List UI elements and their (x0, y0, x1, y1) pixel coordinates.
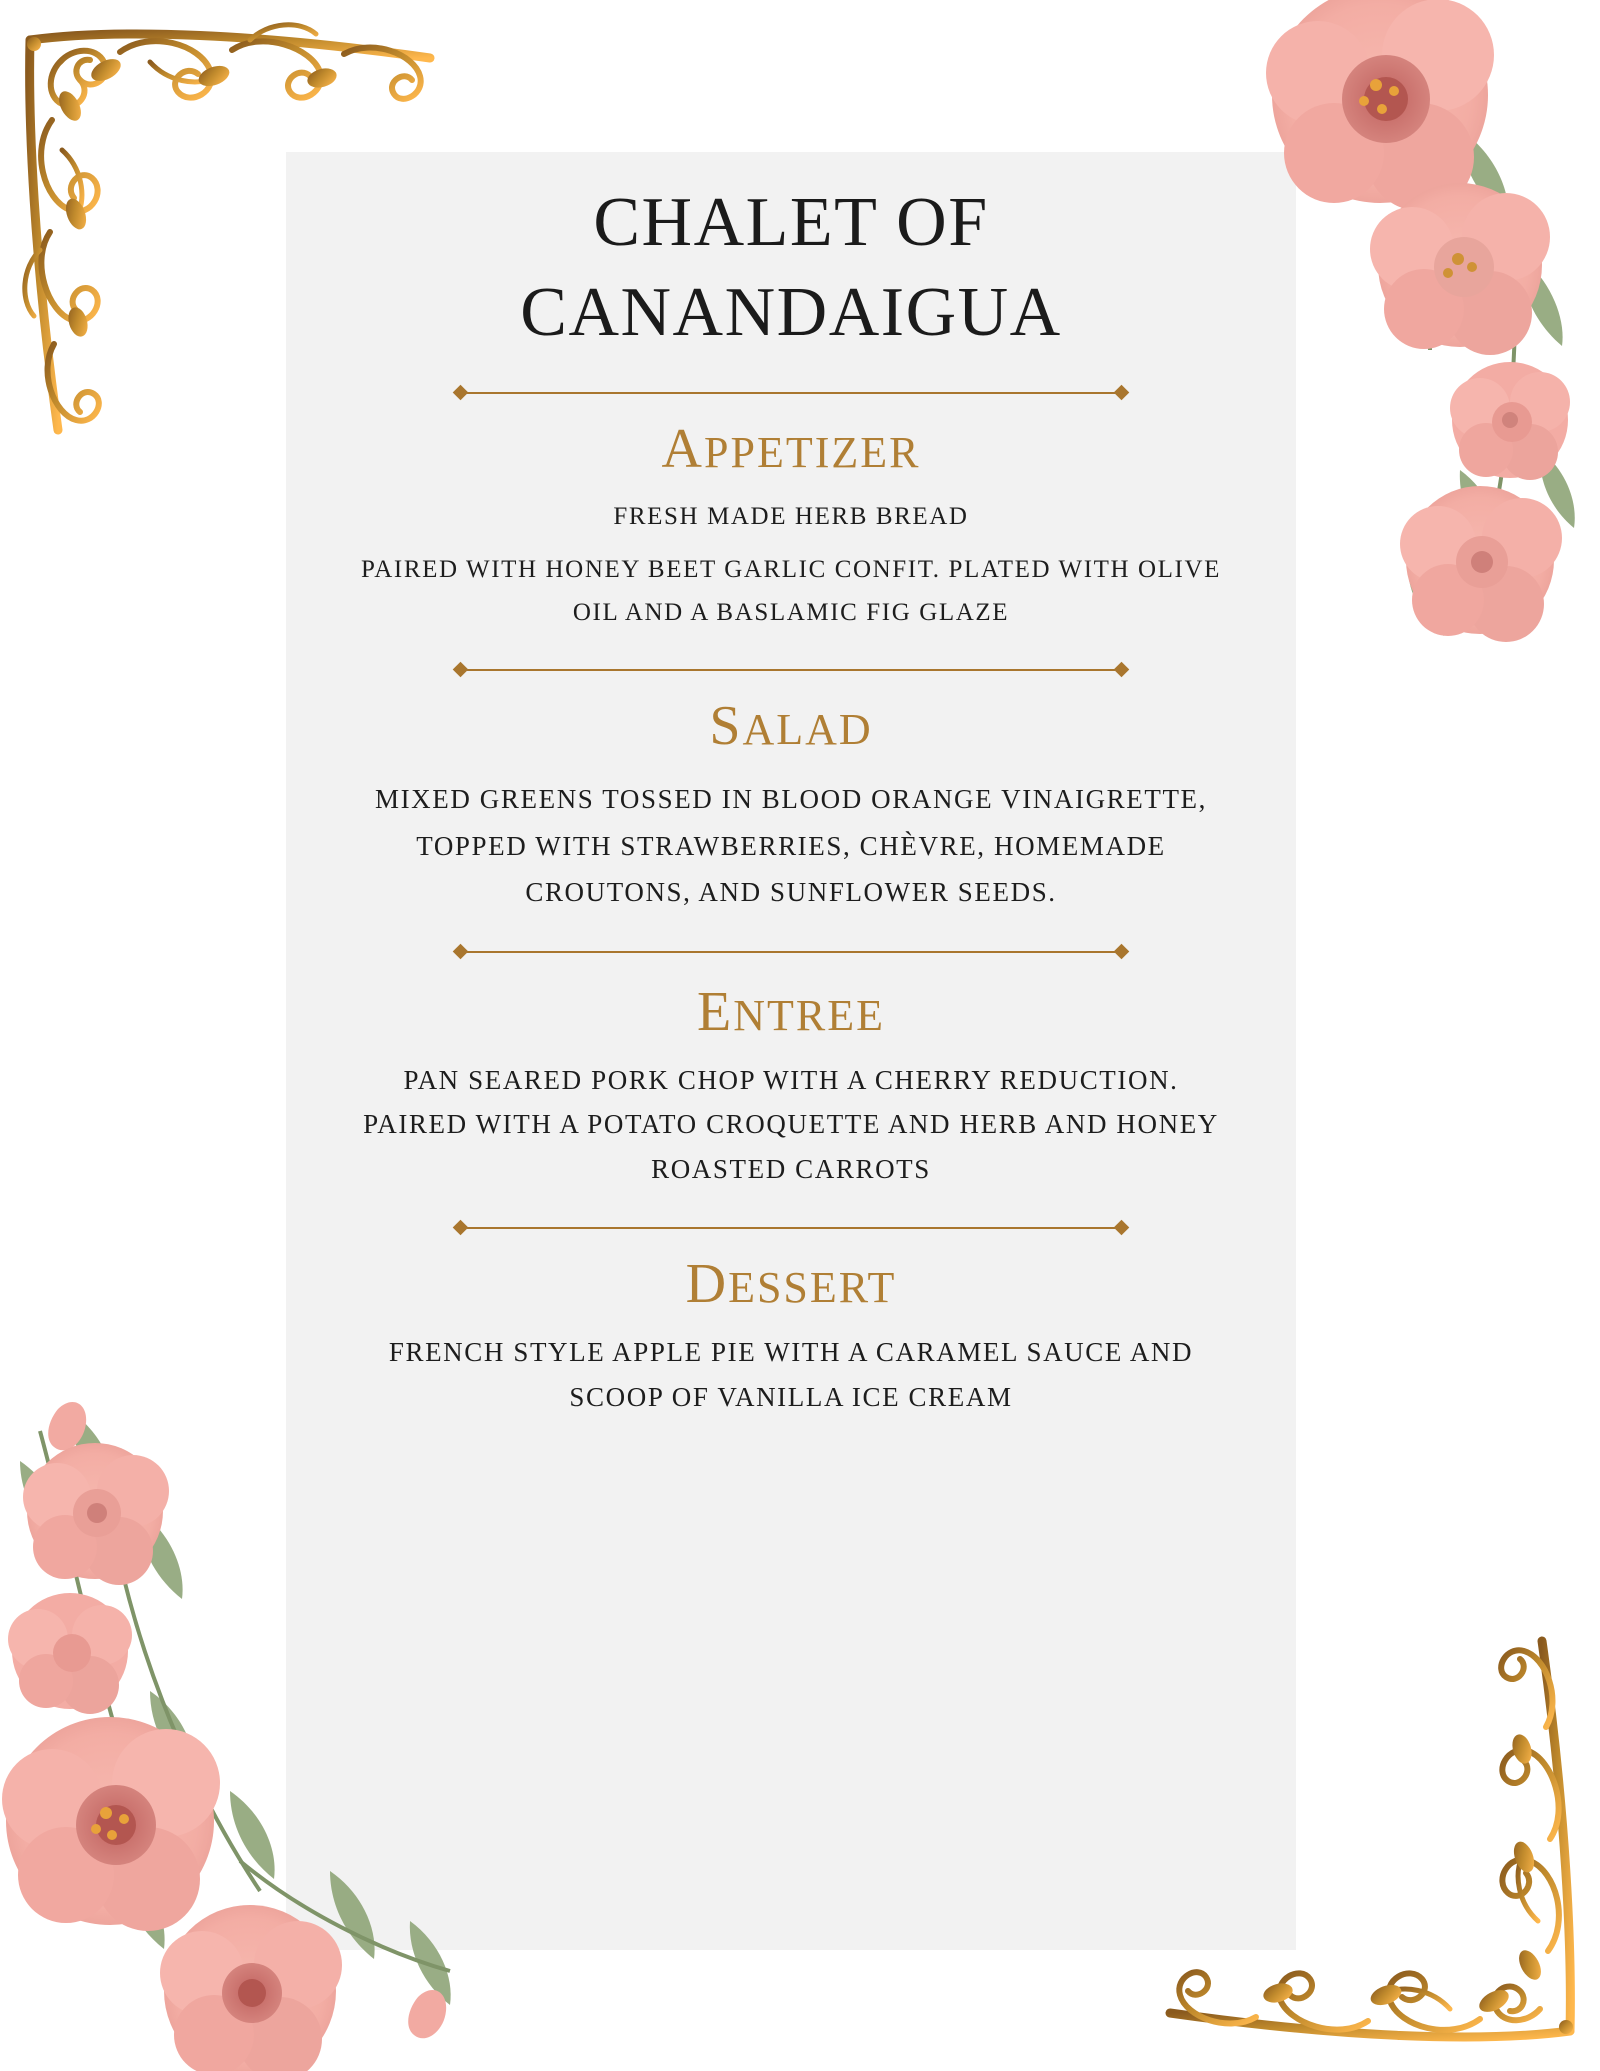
divider-bar (467, 669, 1115, 671)
section-body-appetizer (351, 495, 1231, 634)
menu-item-line: FRENCH STYLE APPLE PIE WITH A CARAMEL SAUCE AND SCOOP OF VANILLA ICE CREAM (388, 1336, 1194, 1412)
title-line-2: CANANDAIGUA (520, 273, 1062, 351)
title-line-1: CHALET OF (593, 184, 989, 261)
divider-diamond-left (453, 1220, 469, 1236)
section-heading-entree (340, 980, 1242, 1044)
page-title (340, 178, 1242, 357)
menu-item-line: PAIRED WITH HONEY BEET GARLIC CONFIT. PLATED WITH OLIVE OIL AND A BASLAMIC FIG GLAZE (361, 556, 1221, 627)
menu-panel (286, 152, 1296, 1950)
divider-dessert (455, 1218, 1127, 1238)
section-body-salad (351, 762, 1231, 915)
divider-diamond-right (1114, 385, 1130, 401)
heading-remainder: PPETIZER (704, 428, 921, 478)
divider-diamond-right (1114, 943, 1130, 959)
divider-diamond-left (453, 385, 469, 401)
divider-bar (467, 1227, 1115, 1229)
divider-bar (467, 951, 1115, 953)
menu-item-line: MIXED GREENS TOSSED IN BLOOD ORANGE VINAIGRETTE, TOPPED WITH STRAWBERRIES, CHÈVRE, HOMEMADE CROUTONS, AND SUNFLOWER SEEDS. (374, 784, 1208, 908)
heading-remainder: ALAD (742, 705, 873, 755)
divider-diamond-left (453, 662, 469, 678)
divider-diamond-right (1114, 662, 1130, 678)
section-body-dessert (351, 1330, 1231, 1420)
section-salad (340, 694, 1242, 915)
section-entree (340, 980, 1242, 1192)
heading-remainder: NTREE (733, 990, 885, 1040)
divider-bar (467, 392, 1115, 394)
divider-entree (455, 942, 1127, 962)
heading-remainder: ESSERT (728, 1262, 897, 1312)
heading-initial: E (697, 980, 734, 1043)
divider-diamond-right (1114, 1220, 1130, 1236)
divider-appetizer (455, 383, 1127, 403)
heading-initial: D (685, 1252, 729, 1315)
section-heading-appetizer (340, 417, 1242, 481)
divider-salad (455, 660, 1127, 680)
menu-item-line: PAN SEARED PORK CHOP WITH A CHERRY REDUCTION. PAIRED WITH A POTATO CROQUETTE AND HERB AND HONEY ROASTED CARROTS (363, 1064, 1219, 1185)
menu-item-line: FRESH MADE HERB BREAD (613, 503, 969, 531)
divider-diamond-left (453, 943, 469, 959)
section-appetizer (340, 417, 1242, 634)
section-heading-salad (340, 694, 1242, 758)
heading-initial: S (709, 695, 743, 758)
section-dessert (340, 1252, 1242, 1420)
section-body-entree (351, 1058, 1231, 1192)
heading-initial: A (661, 418, 704, 481)
section-heading-dessert (340, 1252, 1242, 1316)
